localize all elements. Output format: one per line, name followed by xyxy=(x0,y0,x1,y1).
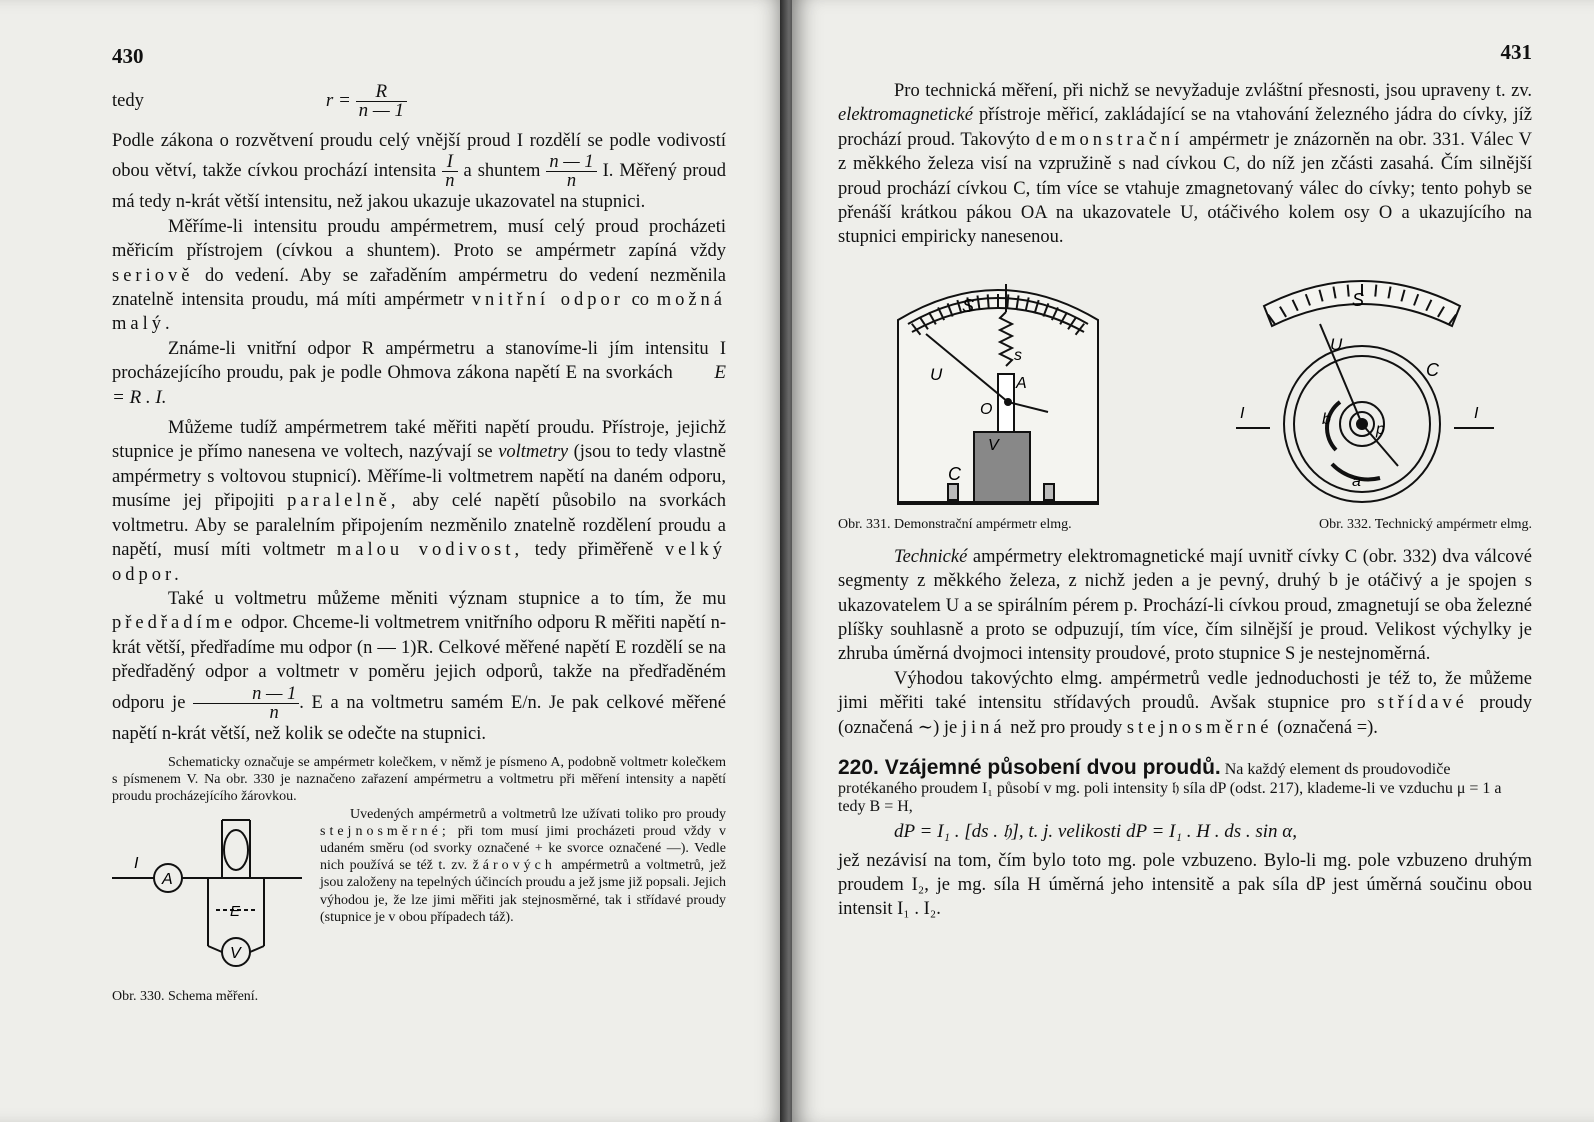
fig330-label-v: V xyxy=(230,944,241,962)
left-page xyxy=(0,0,786,1122)
paragraph-vyhoda: Výhodou takovýchto elmg. ampérmetrů vedle jednoduchosti je též to, že můžeme jimi měřiti také intensitu střídavých proudů. Avšak stupnice pro střídavé proudy (označená ∼) je jiná než pro proudy stejnosměrné (označená =). xyxy=(838,668,1533,738)
fig331-label-o: O xyxy=(980,400,993,418)
fig331-label-v: V xyxy=(988,436,999,454)
fig332-label-i-left: I xyxy=(1240,404,1245,422)
figure-332 xyxy=(1212,264,1532,519)
paragraph-voltmetr: Můžeme tudíž ampérmetrem také měřiti napětí proudu. Přístroje, jejichž stupnice je přímo nanesena ve voltech, nazývají se voltmetry (jsou to tedy vlastně ampérmetry s voltovou stupnicí). Měříme-li voltmetrem napětí na daném odporu, musíme jej připojiti paralelně, aby celé napětí působilo na svorkách voltmetru. Aby se paralelním připojením nezměnilo znatelně rozdělení proudu a napětí, musí míti voltmetr malou vodivost, tedy přiměřeně velký odpor. xyxy=(112,418,727,585)
fig332-label-i-right: I xyxy=(1474,404,1479,422)
section-220-heading: 220. Vzájemné působení dvou proudů. xyxy=(838,756,1221,780)
fig331-label-u: U xyxy=(930,364,943,384)
figure-331-caption: Obr. 331. Demonstrační ampérmetr elmg. xyxy=(838,516,1072,532)
scale-tick xyxy=(1348,284,1349,296)
paragraph-technicke-amperemetry: Technické ampérmetry elektromagnetické mají uvnitř cívky C (obr. 332) dva válcové segmenty z měkkého železa, z nichž jeden a je pevný, druhý b je otáčivý a je spojen s ukazovatelem U a se spirálním pérem p. Prochází-li cívkou proud, zmagnetují se oba železné plíšky souhlasně a proto se odpuzují, tím více, čím silnější je proud. Velikost výchylky je zhruba úměrná dvojmoci intensity proudové, proto stupnice S je nestejnoměrná. xyxy=(838,546,1532,665)
figure-330 xyxy=(112,806,312,1005)
figures-331-332 xyxy=(838,264,1532,519)
fig332-label-u: U xyxy=(1330,334,1343,354)
paragraph-amperemetr: Měříme-li intensitu proudu ampérmetrem, musí celý proud procházeti měřicím přístrojem (cívkou a shuntem). Proto se ampérmetr zapíná vždy seriově do vedení. Aby se zařaděním ampérmetru do vedení nezměnila znatelně intensita proudu, má míti ampérmetr vnitřní odpor co možná malý. xyxy=(112,216,727,335)
formula-e: E = R . I. xyxy=(112,362,726,408)
scale-tick xyxy=(988,294,989,308)
paragraph-dp-umerna: jež nezávisí na tom, čím bylo toto mg. pole vzbuzeno. Bylo-li mg. pole vzbuzeno druhým proudem I₂, je mg. síla H úměrná jeho intensitě a pak síla dP jest úměrná součinu obou intensit I₁ . I₂. xyxy=(838,850,1532,920)
formula-r: r = $\frac{R}{n — 1}$ xyxy=(326,83,407,120)
scale-tick xyxy=(1375,284,1376,296)
scale-tick xyxy=(1007,294,1008,308)
paragraph-predradnik: Také u voltmetru můžeme měniti význam stupnice a to tím, že mu předřadíme odpor. Chceme-li voltmetrem vnitřního odporu R měřiti napětí n-krát větší, předřadíme mu odpor (n — 1)R. Celkové měřené napětí E rozdělí se na předřaděný odpor a voltmetr v poměru jejich odporů, takže na předřaděném odporu je $\frac{n — 1}{n}$ . E a na voltmetru samém E/n. Je pak celkové měřené napětí n-krát větší, než kolik se odečte na stupnici. xyxy=(112,588,727,744)
right-page: 431 Pro technická měření, při nichž se nevyžaduje zvláštní přesnosti, jsou upraveny t. zv. elektromagnetické přístroje měřicí, zakládající se na vtahování železného jádra do cívky, jíž prochází proud. Takovýto demonstrační ampérmetr je znázorněn na obr. 331. Válec V z měkkého železa visí na vzpružině s nad cívkou C, do níž jen zčásti zasahá. Čím silnější proud prochází cívkou C, tím více se vtahuje zmagnetovaný válec do cívky; tento pohyb se přenáší krátkou pákou OA na ukazovatele U, otáčivého kolem osy O a ukazujícího na stupnici empiricky nanesenou. S s U A O V C S U C I I b p a Obr. 331. Demonstrační ampérmetr elmg. Obr. 332. Technický ampérmetr elmg. Technické ampérmetry elektromagnetické mají uvnitř cívky C (obr. 332) dva válcové segmenty z měkkého železa, z nichž jeden a je pevný, druhý b je otáčivý a je spojen s ukazovatelem U a se spirálním pérem p. Prochází-li cívkou proud, zmagnetují se oba železné plíšky souhlasně a proto se odpuzují, tím více, čím silnější je proud. Velikost výchylky je zhruba úměrná dvojmoci intensity proudové, proto stupnice S je nestejnoměrná. Výhodou takovýchto elmg. ampérmetrů vedle jednoduchosti je též to, že můžeme jimi měřiti také intensitu střídavých proudů. Avšak stupnice pro střídavé proudy (označená ∼) je jiná než pro proudy stejnosměrné (označená =). 220. Vzájemné působení dvou proudů. Na každý element ds proudovodiče protékaného proudem I₁ působí v mg. poli intensity 𝔥 síla dP (odst. 217), klademe-li ve vzduchu μ = 1 a tedy B = H, dP = I₁ . [ds . 𝔥], t. j. velikosti dP = I₁ . H . ds . sin α, jež nezávisí na tom, čím bylo toto mg. pole vzbuzeno. Bylo-li mg. pole vzbuzeno druhým proudem I₂, je mg. síla H úměrná jeho intensitě a pak síla dP jest úměrná součinu obou intensit I₁ . I₂. xyxy=(792,0,1594,1122)
figure-330-row xyxy=(112,806,726,1005)
figure-331-diagram xyxy=(838,264,1168,514)
page-number-right: 431 xyxy=(1500,40,1532,64)
small-paragraph-stejnosmerne: Uvedených ampérmetrů a voltmetrů lze užívati toliko pro proudy stejnosměrné; při tom musí jimi procházeti proud vždy v udaném směru (od svorky označené + ke svorce označené —). Vedle nich používá se též t. zv. žárových ampérmetrů a voltmetrů, jež jsou založeny na tepelných účincích proudu a jež jsme již popsali. Jejich výhodou je, že lze jimi měřiti jak stejnosměrné, tak i střídavé proudy (stupnice je v obou případech táž). xyxy=(320,806,727,925)
fig332-label-p: p xyxy=(1376,420,1385,438)
fig332-label-b: b xyxy=(1322,410,1331,428)
fig331-label-s-scale: S xyxy=(962,295,975,316)
figure-330-diagram xyxy=(112,806,312,984)
paragraph-ohm: Známe-li vnitřní odpor R ampérmetru a stanovíme-li jím intensitu I procházejícího proudu, pak je podle Ohmova zákona napětí E na svorkách E = R . I. xyxy=(112,338,726,408)
figure-captions-row xyxy=(838,517,1532,533)
fig330-label-e: E xyxy=(230,902,241,920)
figure-332-caption: Obr. 332. Technický ampérmetr elmg. xyxy=(1319,516,1532,532)
figure-332-diagram xyxy=(1212,264,1532,514)
figure-330-caption: Obr. 330. Schema měření. xyxy=(112,988,259,1004)
formula-dp: dP = I₁ . [ds . 𝔥], t. j. velikosti dP = I₁ . H . ds . sin α, xyxy=(894,821,1297,843)
fig331-label-a: A xyxy=(1016,374,1027,392)
formula-r-block xyxy=(112,73,726,129)
paragraph-technicka-mereni: Pro technická měření, při nichž se nevyžaduje zvláštní přesnosti, jsou upraveny t. zv. elektromagnetické přístroje měřicí, zakládající se na vtahování železného jádra do cívky, jíž prochází proud. Takovýto demonstrační ampérmetr je znázorněn na obr. 331. Válec V z měkkého železa visí na vzpružině s nad cívkou C, do níž jen zčásti zasahá. Čím silnější proud prochází cívkou C, tím více se vtahuje zmagnetovaný válec do cívky; tento pohyb se přenáší krátkou pákou OA na ukazovatele U, otáčivého kolem osy O a ukazujícího na stupnici empiricky nanesenou. xyxy=(838,81,1532,248)
fig330-label-a: A xyxy=(162,870,173,888)
fig332-label-a: a xyxy=(1352,472,1361,490)
fig331-label-c: C xyxy=(948,463,961,484)
tedy-word: tedy xyxy=(112,90,144,111)
paragraph-rozvetveni: Podle zákona o rozvětvení proudu celý vnější proud I rozdělí se podle vodivostí obou větví, takže cívkou prochází intensita $\frac{I}{n}$ a shuntem $\frac{n — 1}{n}$ I. Měřený proud má tedy n-krát větší intensitu, než jakou ukazuje ukazovatel na stupnici. xyxy=(112,131,727,213)
small-print-block xyxy=(112,754,726,1005)
small-paragraph-schema: Schematicky označuje se ampérmetr kolečkem, v němž je písmeno A, podobně voltmetr kolečkem s písmenem V. Na obr. 330 je naznačeno zařazení ampérmetru a voltmetru při měření intensity a napětí proudu procházejícího žárovkou. xyxy=(112,754,726,805)
fig332-label-s: S xyxy=(1352,289,1365,310)
fig330-label-i: I xyxy=(134,854,139,872)
page-number-left: 430 xyxy=(112,44,144,68)
figure-331 xyxy=(838,264,1168,519)
fig332-label-c: C xyxy=(1426,359,1439,380)
fig331-label-s-spring: s xyxy=(1014,346,1022,364)
